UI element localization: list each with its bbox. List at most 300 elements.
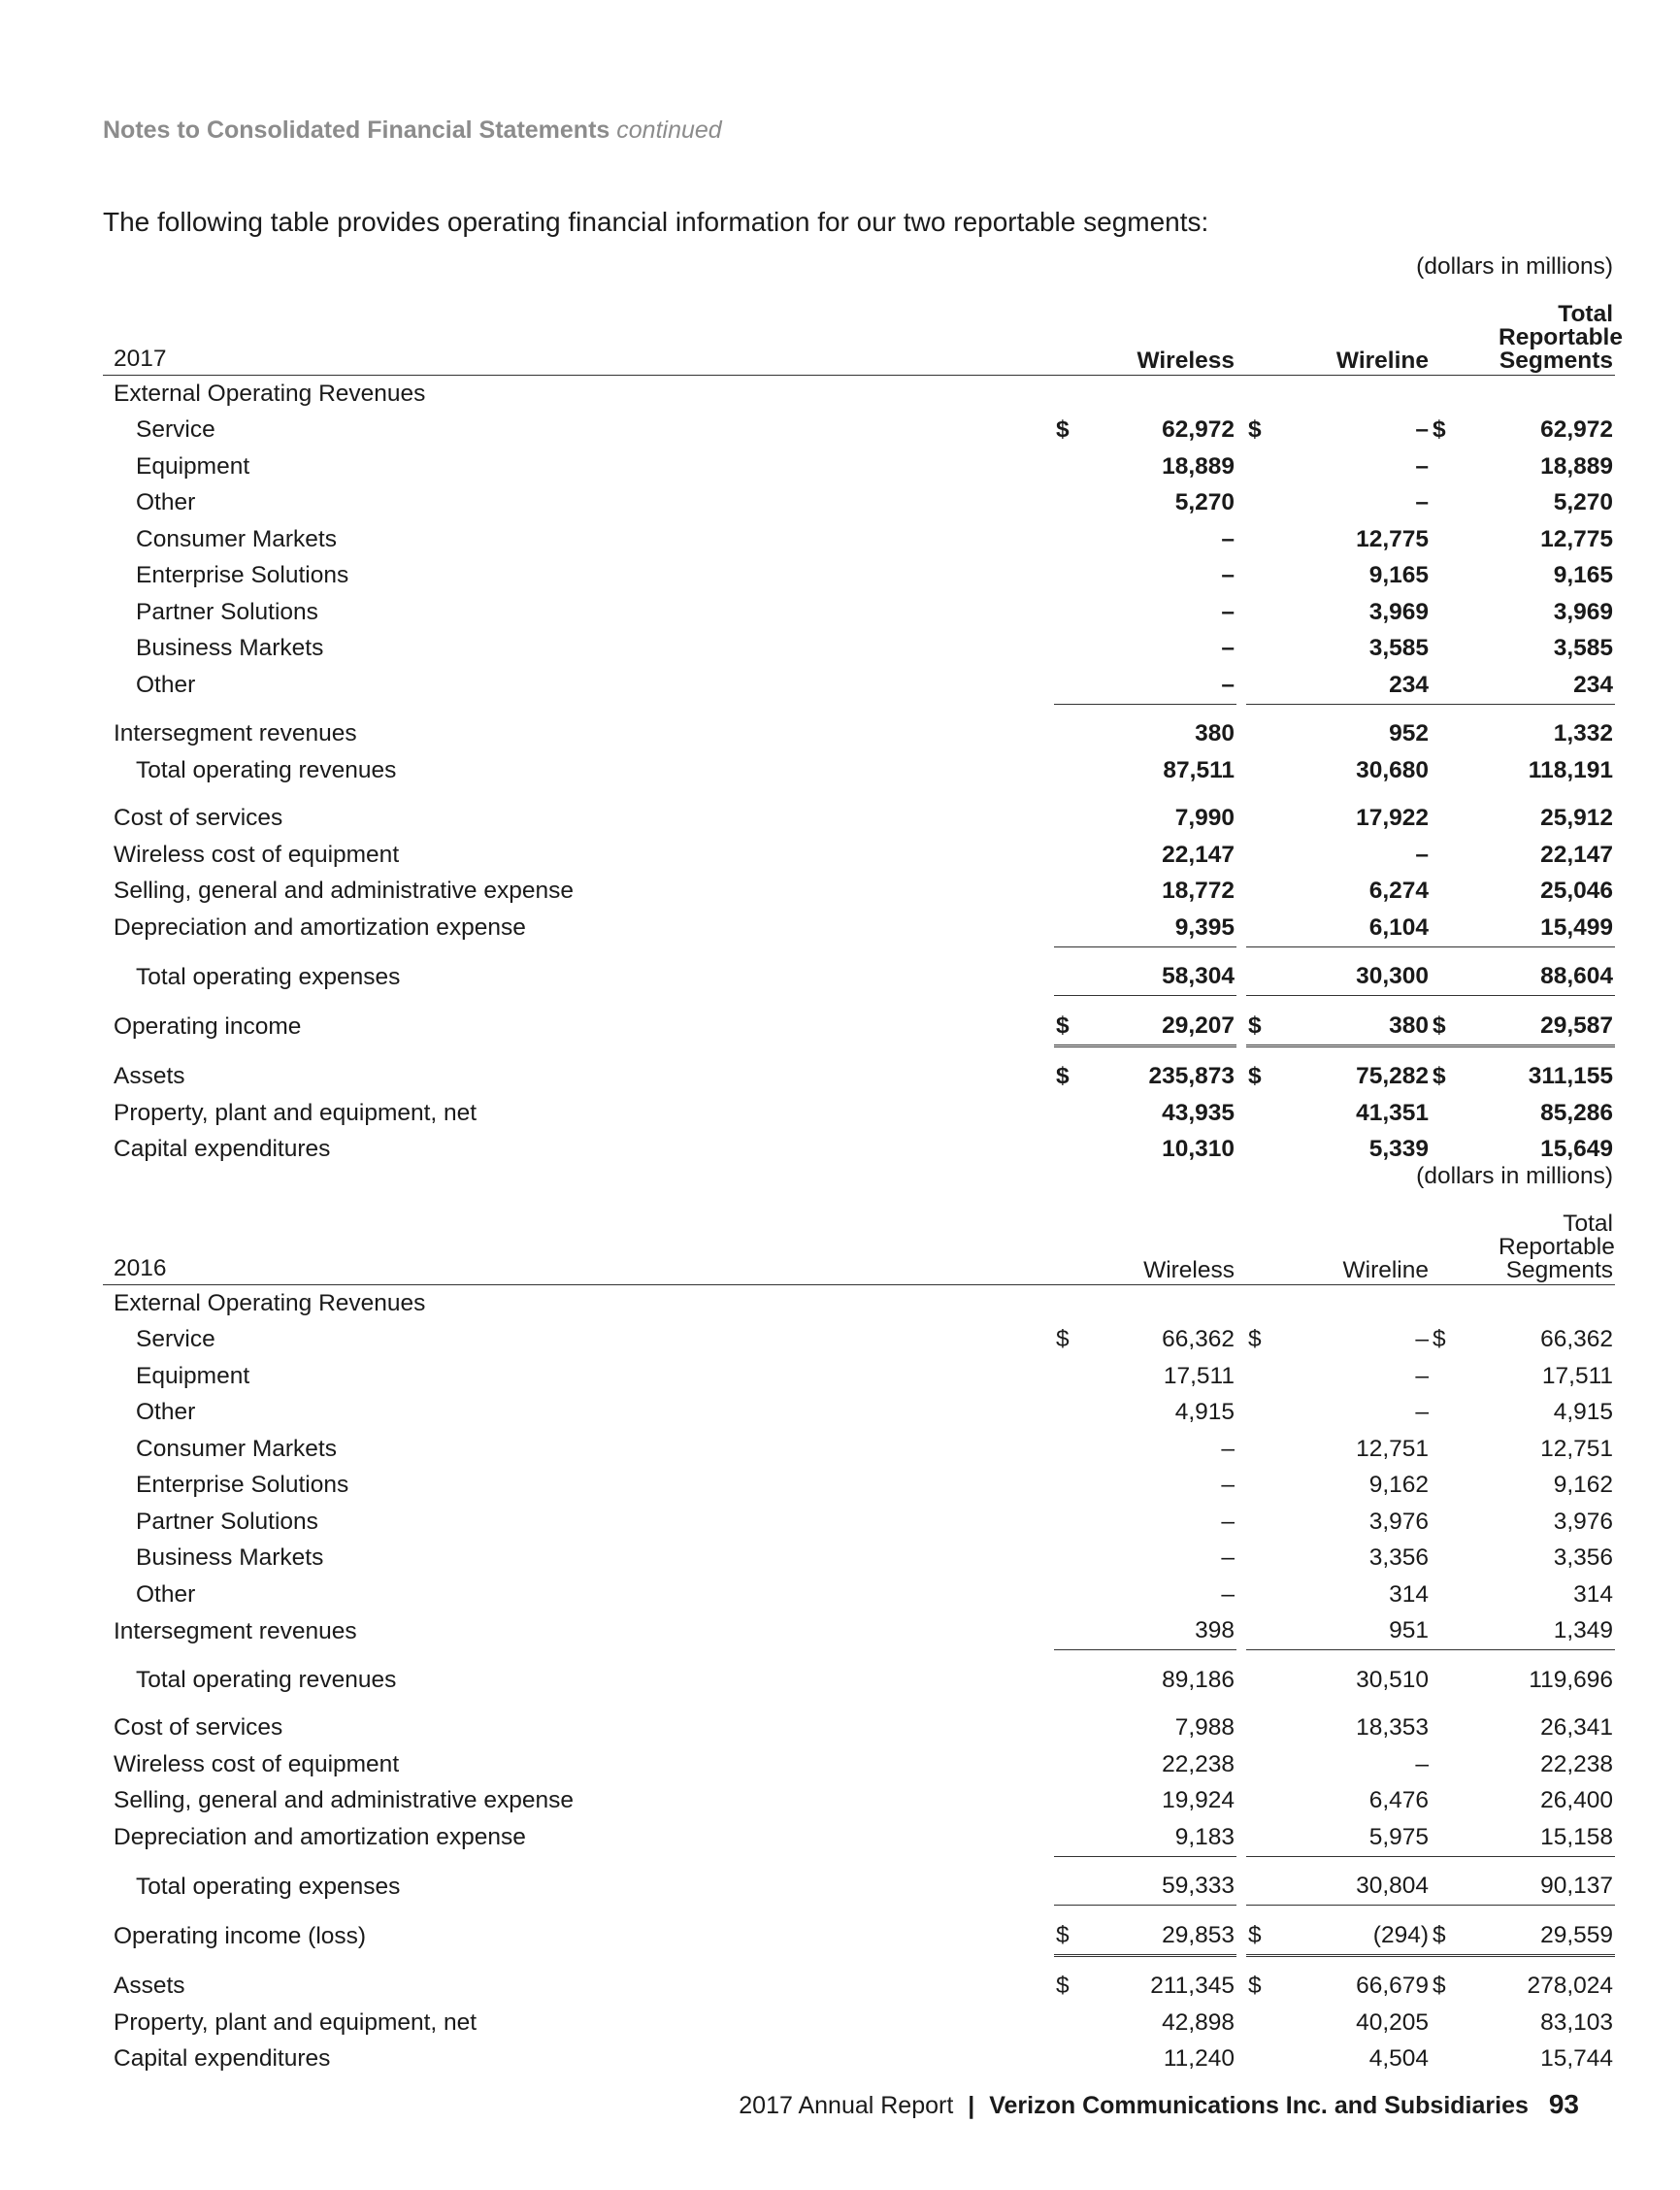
value-cell [1246, 1746, 1431, 1783]
row-label: Business Markets [136, 635, 324, 662]
row-label: Partner Solutions [136, 1508, 318, 1535]
cell-value: 17,511 [1163, 1362, 1235, 1389]
value-cell [1054, 594, 1236, 631]
cell-value: 5,270 [1553, 489, 1614, 516]
cell-value: 22,238 [1162, 1750, 1235, 1777]
value-cell [1246, 1541, 1431, 1577]
row-label: Selling, general and administrative expense [114, 1787, 574, 1814]
segment-table-2016 [103, 1160, 1615, 2077]
cell-value: 26,400 [1540, 1787, 1614, 1814]
value-cell [1246, 1395, 1431, 1432]
row-label: Business Markets [136, 1544, 324, 1572]
cell-value: 3,356 [1368, 1544, 1429, 1572]
value-cell [1246, 1576, 1431, 1613]
value-cell [1431, 1917, 1615, 1955]
cell-value: 59,333 [1162, 1873, 1235, 1900]
row-label: Assets [114, 1973, 185, 2000]
cell-value: 89,186 [1162, 1666, 1235, 1693]
column-header: Wireline [1246, 1193, 1431, 1285]
table-row [103, 752, 1615, 789]
cell-value: 15,158 [1540, 1823, 1614, 1850]
cell-value: (294) [1372, 1921, 1429, 1948]
value-cell [1431, 413, 1615, 449]
cell-value: 66,362 [1540, 1326, 1614, 1353]
cell-value: 12,751 [1356, 1435, 1429, 1462]
cell-value: – [1415, 452, 1429, 480]
currency-symbol: $ [1056, 1326, 1070, 1353]
value-cell [1431, 1322, 1615, 1359]
cell-value: 211,345 [1150, 1973, 1235, 2000]
value-cell [1431, 1059, 1615, 1096]
currency-symbol: $ [1248, 416, 1262, 444]
row-label: Equipment [136, 1362, 250, 1389]
cell-value: 398 [1195, 1617, 1235, 1644]
cell-value: 42,898 [1162, 2008, 1235, 2036]
value-cell [1054, 801, 1236, 838]
row-label: Intersegment revenues [114, 720, 357, 747]
table-row [103, 1613, 1615, 1650]
row-label: Wireless cost of equipment [114, 841, 400, 868]
value-cell [1431, 667, 1615, 704]
cell-value: 43,935 [1162, 1099, 1235, 1126]
table-row [103, 2041, 1615, 2078]
spacer-row [103, 1045, 1615, 1059]
row-label: Service [136, 1326, 215, 1353]
cell-value: – [1221, 635, 1235, 662]
value-cell [1431, 558, 1615, 595]
cell-value: 30,680 [1356, 756, 1429, 783]
value-cell [1431, 752, 1615, 789]
cell-value: 12,775 [1540, 525, 1614, 552]
cell-value: 1,349 [1553, 1617, 1614, 1644]
value-cell [1054, 521, 1236, 558]
row-label: Other [136, 489, 196, 516]
value-cell [1431, 376, 1615, 413]
cell-value: 29,587 [1540, 1012, 1614, 1039]
value-cell [1246, 1431, 1431, 1468]
cell-value: – [1415, 1326, 1429, 1353]
table-row [103, 2005, 1615, 2041]
table-row [103, 1746, 1615, 1783]
value-cell [1246, 1613, 1431, 1650]
row-label: Other [136, 1580, 196, 1608]
cell-value: – [1221, 562, 1235, 589]
cell-value: 118,191 [1528, 756, 1614, 783]
cell-value: 66,679 [1356, 1973, 1429, 2000]
cell-value: 314 [1573, 1580, 1614, 1608]
table-row [103, 801, 1615, 838]
value-cell [1054, 752, 1236, 789]
cell-value: 58,304 [1162, 963, 1235, 990]
cell-value: 26,341 [1540, 1714, 1614, 1742]
value-cell [1054, 1869, 1236, 1906]
row-label: Consumer Markets [136, 1435, 337, 1462]
cell-value: – [1221, 525, 1235, 552]
table-row [103, 1710, 1615, 1747]
cell-value: 119,696 [1529, 1666, 1614, 1693]
row-label: Intersegment revenues [114, 1617, 357, 1644]
cell-value: 62,972 [1540, 416, 1614, 444]
cell-value: – [1415, 1362, 1429, 1389]
cell-value: 90,137 [1540, 1873, 1614, 1900]
cell-value: 41,351 [1356, 1099, 1429, 1126]
value-cell [1246, 558, 1431, 595]
column-header: Total Reportable Segments [1431, 283, 1615, 376]
row-label: Equipment [136, 452, 250, 480]
value-cell [1246, 801, 1431, 838]
cell-value: 235,873 [1148, 1063, 1235, 1090]
column-header-row [103, 283, 1615, 376]
table-row [103, 1358, 1615, 1395]
value-cell [1431, 1395, 1615, 1432]
row-label: Other [136, 1399, 196, 1426]
cell-value: 4,504 [1368, 2045, 1429, 2073]
value-cell [1431, 2005, 1615, 2041]
page-header [103, 116, 722, 145]
value-cell [1246, 1504, 1431, 1541]
spacer-row [103, 789, 1615, 801]
spacer-row [103, 1699, 1615, 1710]
table-row [103, 485, 1615, 522]
cell-value: 7,988 [1174, 1714, 1235, 1742]
currency-symbol: $ [1433, 416, 1446, 444]
value-cell [1054, 1819, 1236, 1856]
value-cell [1431, 485, 1615, 522]
cell-value: 6,476 [1368, 1787, 1429, 1814]
value-cell [1431, 1095, 1615, 1132]
value-cell [1054, 1395, 1236, 1432]
cell-value: 22,238 [1540, 1750, 1614, 1777]
value-cell [1246, 448, 1431, 485]
value-cell [1054, 448, 1236, 485]
table-row [103, 959, 1615, 996]
table-row [103, 1662, 1615, 1699]
header-subtitle: continued [616, 116, 722, 144]
value-cell [1054, 1431, 1236, 1468]
spacer-row [103, 946, 1615, 959]
cell-value: 18,889 [1540, 452, 1614, 480]
value-cell [1431, 1969, 1615, 2006]
value-cell [1246, 1095, 1431, 1132]
row-label: Property, plant and equipment, net [114, 1099, 478, 1126]
spacer-row [103, 996, 1615, 1009]
row-label: External Operating Revenues [114, 1289, 426, 1316]
value-cell [1054, 1322, 1236, 1359]
value-cell [1054, 1285, 1236, 1322]
table-row [103, 716, 1615, 753]
value-cell [1246, 910, 1431, 946]
spacer-row [103, 1856, 1615, 1869]
cell-value: 25,912 [1540, 805, 1614, 832]
cell-value: 12,775 [1356, 525, 1429, 552]
value-cell [1431, 594, 1615, 631]
value-cell [1431, 874, 1615, 911]
value-cell [1246, 959, 1431, 996]
value-cell [1054, 413, 1236, 449]
value-cell [1054, 667, 1236, 704]
cell-value: 9,165 [1553, 562, 1614, 589]
cell-value: 66,362 [1162, 1326, 1235, 1353]
cell-value: – [1221, 671, 1235, 698]
cell-value: 10,310 [1162, 1136, 1235, 1163]
cell-value: 30,804 [1356, 1873, 1429, 1900]
cell-value: 12,751 [1540, 1435, 1614, 1462]
cell-value: 4,915 [1553, 1399, 1614, 1426]
value-cell [1431, 1504, 1615, 1541]
table-row [103, 1059, 1615, 1096]
value-cell [1054, 485, 1236, 522]
value-cell [1431, 837, 1615, 874]
cell-value: 311,155 [1528, 1063, 1614, 1090]
value-cell [1246, 1468, 1431, 1505]
value-cell [1246, 2005, 1431, 2041]
currency-symbol: $ [1433, 1921, 1446, 1948]
value-cell [1054, 2005, 1236, 2041]
value-cell [1246, 413, 1431, 449]
table-row [103, 558, 1615, 595]
value-cell [1431, 521, 1615, 558]
row-label: Cost of services [114, 1714, 283, 1742]
cell-value: – [1221, 1472, 1235, 1499]
cell-value: 18,889 [1162, 452, 1235, 480]
value-cell [1246, 376, 1431, 413]
table-row [103, 874, 1615, 911]
table-row [103, 1917, 1615, 1955]
table-row [103, 376, 1615, 413]
row-label: Service [136, 416, 215, 444]
year-label: 2016 [103, 1193, 1054, 1285]
table-row [103, 413, 1615, 449]
units-label: (dollars in millions) [1416, 1163, 1614, 1189]
cell-value: 7,990 [1174, 805, 1235, 832]
cell-value: 3,585 [1368, 635, 1429, 662]
cell-value: 6,104 [1368, 913, 1429, 941]
row-label: Selling, general and administrative expense [114, 878, 574, 905]
cell-value: 9,162 [1553, 1472, 1614, 1499]
value-cell [1246, 752, 1431, 789]
currency-symbol: $ [1248, 1063, 1262, 1090]
units-row [103, 250, 1615, 283]
table-row [103, 1869, 1615, 1906]
cell-value: 9,395 [1174, 913, 1235, 941]
row-label: External Operating Revenues [114, 380, 426, 407]
currency-symbol: $ [1248, 1973, 1262, 2000]
intro-text: The following table provides operating financial information for our two reportable segments: [103, 207, 1209, 237]
value-cell [1054, 910, 1236, 946]
cell-value: – [1415, 416, 1429, 444]
spacer-row [103, 704, 1615, 716]
currency-symbol: $ [1248, 1921, 1262, 1948]
value-cell [1431, 448, 1615, 485]
row-label: Partner Solutions [136, 598, 318, 625]
row-label: Total operating revenues [136, 1666, 397, 1693]
row-label: Total operating expenses [136, 1873, 401, 1900]
currency-symbol: $ [1433, 1063, 1446, 1090]
row-label: Operating income (loss) [114, 1922, 367, 1949]
cell-value: 952 [1389, 720, 1429, 747]
column-header: Wireline [1246, 283, 1431, 376]
cell-value: 5,975 [1368, 1823, 1429, 1850]
footer-separator: | [968, 2092, 975, 2119]
row-label: Enterprise Solutions [136, 1472, 349, 1499]
value-cell [1246, 1819, 1431, 1856]
value-cell [1246, 874, 1431, 911]
value-cell [1054, 1613, 1236, 1650]
cell-value: 3,969 [1368, 598, 1429, 625]
value-cell [1431, 1819, 1615, 1856]
cell-value: – [1221, 1435, 1235, 1462]
value-cell [1054, 1783, 1236, 1820]
value-cell [1246, 1059, 1431, 1096]
column-header: Total Reportable Segments [1431, 1193, 1615, 1285]
cell-value: 17,922 [1356, 805, 1429, 832]
value-cell [1431, 1869, 1615, 1906]
value-cell [1054, 1746, 1236, 1783]
cell-value: 29,559 [1540, 1921, 1614, 1948]
cell-value: – [1415, 1399, 1429, 1426]
header-title: Notes to Consolidated Financial Statements [103, 116, 610, 144]
cell-value: 85,286 [1540, 1099, 1614, 1126]
currency-symbol: $ [1433, 1012, 1446, 1039]
value-cell [1054, 1662, 1236, 1699]
value-cell [1054, 376, 1236, 413]
currency-symbol: $ [1056, 1921, 1070, 1948]
table-row [103, 1395, 1615, 1432]
cell-value: 15,744 [1540, 2045, 1614, 2073]
cell-value: 17,511 [1541, 1362, 1614, 1389]
value-cell [1246, 1969, 1431, 2006]
cell-value: 30,510 [1356, 1666, 1429, 1693]
value-cell [1054, 558, 1236, 595]
value-cell [1054, 874, 1236, 911]
value-cell [1054, 1059, 1236, 1096]
cell-value: 83,103 [1540, 2008, 1614, 2036]
footer-company: Verizon Communications Inc. and Subsidiaries [989, 2092, 1529, 2119]
value-cell [1054, 1917, 1236, 1955]
cell-value: 19,924 [1162, 1787, 1235, 1814]
value-cell [1431, 959, 1615, 996]
value-cell [1246, 594, 1431, 631]
cell-value: 4,915 [1174, 1399, 1235, 1426]
cell-value: 22,147 [1162, 841, 1235, 868]
value-cell [1246, 667, 1431, 704]
value-cell [1246, 521, 1431, 558]
cell-value: 62,972 [1162, 416, 1235, 444]
financial-table [103, 1160, 1615, 2077]
value-cell [1054, 1008, 1236, 1045]
units-row [103, 1160, 1615, 1193]
table-row [103, 1322, 1615, 1359]
value-cell [1246, 1917, 1431, 1955]
financial-table [103, 250, 1623, 1168]
value-cell [1054, 837, 1236, 874]
row-label: Total operating expenses [136, 963, 401, 990]
cell-value: 951 [1389, 1617, 1429, 1644]
row-label: Enterprise Solutions [136, 562, 349, 589]
table-row [103, 1541, 1615, 1577]
table-row [103, 1008, 1615, 1045]
table-row [103, 1431, 1615, 1468]
row-label: Total operating revenues [136, 756, 397, 783]
cell-value: 6,274 [1368, 878, 1429, 905]
currency-symbol: $ [1056, 1973, 1070, 2000]
value-cell [1246, 1008, 1431, 1045]
cell-value: 9,183 [1174, 1823, 1235, 1850]
value-cell [1431, 631, 1615, 668]
cell-value: 15,499 [1540, 913, 1614, 941]
table-row [103, 837, 1615, 874]
cell-value: – [1415, 841, 1429, 868]
value-cell [1431, 1783, 1615, 1820]
value-cell [1054, 1095, 1236, 1132]
year-label: 2017 [103, 283, 1054, 376]
table-row [103, 1468, 1615, 1505]
cell-value: 18,772 [1162, 878, 1235, 905]
cell-value: 29,207 [1162, 1012, 1235, 1039]
cell-value: 18,353 [1356, 1714, 1429, 1742]
table-row [103, 631, 1615, 668]
value-cell [1246, 1662, 1431, 1699]
value-cell [1431, 1746, 1615, 1783]
table-row [103, 1095, 1615, 1132]
cell-value: 3,585 [1553, 635, 1614, 662]
table-row [103, 448, 1615, 485]
units-label: (dollars in millions) [1416, 253, 1614, 280]
value-cell [1246, 1285, 1431, 1322]
table-row [103, 1783, 1615, 1820]
value-cell [1431, 1541, 1615, 1577]
value-cell [1054, 2041, 1236, 2078]
cell-value: 9,165 [1368, 562, 1429, 589]
row-label: Cost of services [114, 805, 283, 832]
value-cell [1054, 1576, 1236, 1613]
value-cell [1246, 485, 1431, 522]
cell-value: 29,853 [1162, 1921, 1235, 1948]
row-label: Consumer Markets [136, 525, 337, 552]
page-number: 93 [1548, 2089, 1579, 2119]
table-row [103, 1285, 1615, 1322]
spacer-row [103, 1906, 1615, 1918]
currency-symbol: $ [1056, 1012, 1070, 1039]
cell-value: 1,332 [1553, 720, 1614, 747]
cell-value: 40,205 [1356, 2008, 1429, 2036]
cell-value: 278,024 [1527, 1973, 1614, 2000]
table-row [103, 667, 1615, 704]
row-label: Depreciation and amortization expense [114, 914, 526, 941]
column-header: Wireless [1054, 1193, 1236, 1285]
spacer-row [103, 1650, 1615, 1663]
value-cell [1246, 1710, 1431, 1747]
cell-value: – [1415, 489, 1429, 516]
value-cell [1246, 1358, 1431, 1395]
value-cell [1431, 1008, 1615, 1045]
cell-value: 88,604 [1540, 963, 1614, 990]
cell-value: – [1221, 1580, 1235, 1608]
value-cell [1054, 631, 1236, 668]
value-cell [1054, 1358, 1236, 1395]
row-label: Operating income [114, 1012, 302, 1040]
cell-value: 3,969 [1553, 598, 1614, 625]
currency-symbol: $ [1433, 1973, 1446, 2000]
table-row [103, 1969, 1615, 2006]
cell-value: 22,147 [1540, 841, 1614, 868]
row-label: Assets [114, 1063, 185, 1090]
value-cell [1246, 1869, 1431, 1906]
table-row [103, 1819, 1615, 1856]
cell-value: – [1221, 598, 1235, 625]
cell-value: 380 [1389, 1012, 1429, 1039]
value-cell [1246, 1783, 1431, 1820]
